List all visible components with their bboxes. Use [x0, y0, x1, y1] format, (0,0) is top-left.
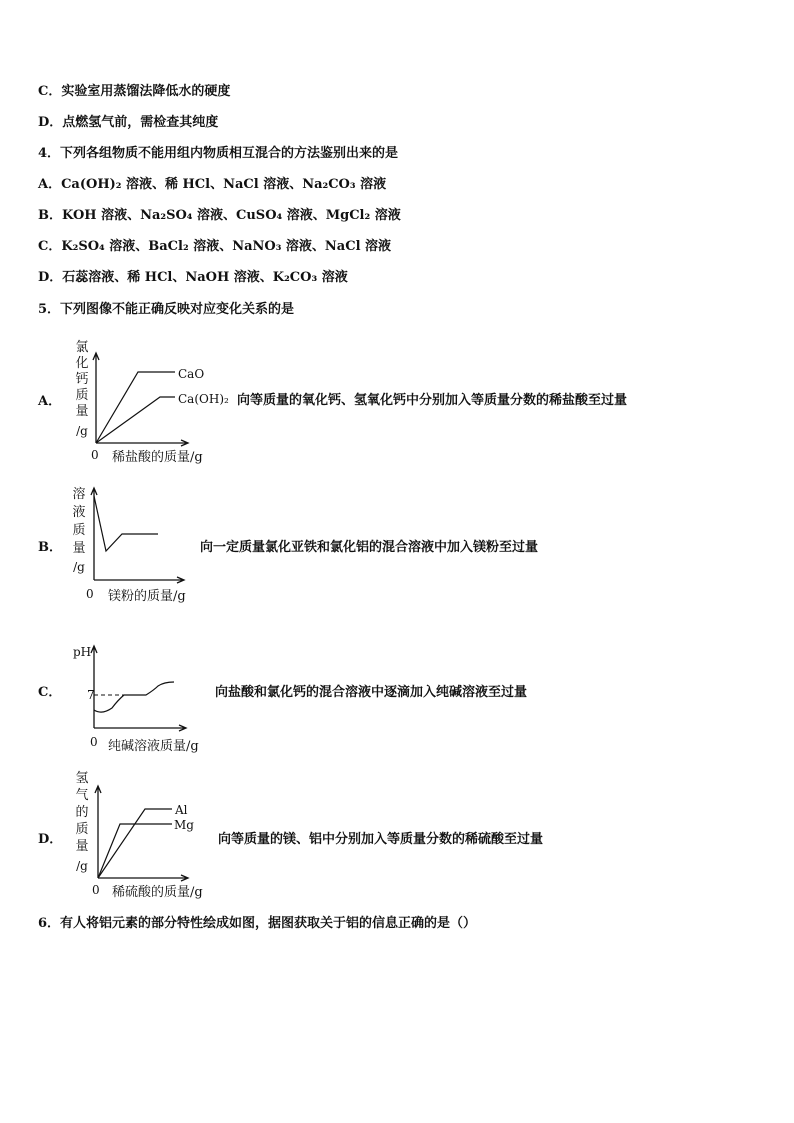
- q4-option-b: B．KOH 溶液、Na₂SO₄ 溶液、CuSO₄ 溶液、MgCl₂ 溶液: [38, 208, 401, 223]
- caoh2-label: Ca(OH)₂: [178, 392, 229, 406]
- al-curve: [98, 809, 172, 878]
- y-axis: [93, 353, 99, 443]
- q4-stem: 4．下列各组物质不能用组内物质相互混合的方法鉴别出来的是: [38, 146, 399, 161]
- x-axis-label: 镁粉的质量/g: [108, 589, 186, 604]
- q5-option-c-description: 向盐酸和氯化钙的混合溶液中逐滴加入纯碱溶液至过量: [215, 685, 528, 700]
- ylabel-char: 气: [75, 788, 89, 803]
- q5-option-b-description: 向一定质量氯化亚铁和氯化铝的混合溶液中加入镁粉至过量: [200, 540, 539, 555]
- q5-option-d-description: 向等质量的镁、铝中分别加入等质量分数的稀硫酸至过量: [218, 832, 544, 847]
- x-axis: [96, 440, 188, 446]
- mg-label: Mg: [174, 818, 194, 832]
- ylabel-char: 氢: [75, 771, 89, 786]
- ylabel-char: 质: [72, 523, 86, 538]
- ylabel-char: 量: [75, 404, 89, 419]
- q5-option-c-letter: C．: [38, 685, 62, 700]
- origin-label: 0: [90, 735, 98, 749]
- ylabel-char: 溶: [72, 487, 86, 502]
- ylabel-char: 氯: [75, 340, 89, 355]
- q5-stem: 5．下列图像不能正确反映对应变化关系的是: [38, 302, 295, 317]
- q5-option-d-graph: [60, 768, 230, 904]
- q5-option-d-letter: D．: [38, 832, 63, 847]
- q3-option-d: D．点燃氢气前，需检查其纯度: [38, 115, 219, 130]
- ylabel-char: 量: [75, 839, 89, 854]
- ylabel-char: 液: [72, 505, 86, 520]
- caoh2-curve: [96, 397, 175, 443]
- q5-option-b-graph: [60, 482, 210, 610]
- ylabel-char: 化: [75, 356, 89, 371]
- q5-option-c-graph: [60, 638, 220, 756]
- ylabel-char: 量: [72, 541, 86, 556]
- y-axis: [91, 488, 97, 580]
- origin-label: 0: [91, 448, 99, 462]
- x-axis: [94, 577, 184, 583]
- q5-option-a-description: 向等质量的氧化钙、氢氧化钙中分别加入等质量分数的稀盐酸至过量: [237, 393, 628, 408]
- q6-stem: 6．有人将铝元素的部分特性绘成如图，据图获取关于铝的信息正确的是（）: [38, 916, 477, 931]
- x-axis: [94, 725, 186, 731]
- ph-curve: [94, 682, 174, 712]
- cao-label: CaO: [178, 367, 205, 381]
- origin-label: 0: [86, 587, 94, 601]
- y-axis: [91, 646, 97, 728]
- q4-option-a: A．Ca(OH)₂ 溶液、稀 HCl、NaCl 溶液、Na₂CO₃ 溶液: [38, 177, 387, 192]
- ylabel-char: /g: [73, 560, 85, 574]
- origin-label: 0: [92, 883, 100, 897]
- ph-7-tick-label: 7: [87, 688, 95, 702]
- al-label: Al: [175, 803, 188, 817]
- ylabel-char: 的: [75, 805, 89, 820]
- y-axis: [95, 786, 101, 878]
- x-axis-label: 稀盐酸的质量/g: [112, 450, 203, 465]
- y-axis-label: pH: [73, 645, 92, 659]
- q4-option-d: D．石蕊溶液、稀 HCl、NaOH 溶液、K₂CO₃ 溶液: [38, 270, 348, 285]
- ylabel-char: 钙: [75, 372, 89, 387]
- q5-option-a-graph: [60, 335, 230, 470]
- q3-option-c: C．实验室用蒸馏法降低水的硬度: [38, 84, 231, 99]
- q5-option-a-letter: A．: [38, 394, 62, 409]
- solution-mass-curve: [94, 496, 158, 551]
- x-axis: [98, 875, 188, 881]
- mg-curve: [98, 824, 172, 878]
- q5-option-b-letter: B．: [38, 540, 62, 555]
- x-axis-label: 纯碱溶液质量/g: [108, 739, 199, 754]
- cao-curve: [96, 372, 175, 443]
- ylabel-char: 质: [75, 388, 89, 403]
- ylabel-char: /g: [76, 859, 88, 873]
- q4-option-c: C．K₂SO₄ 溶液、BaCl₂ 溶液、NaNO₃ 溶液、NaCl 溶液: [38, 239, 392, 254]
- ylabel-char: 质: [75, 822, 89, 837]
- ylabel-char: /g: [76, 424, 88, 438]
- x-axis-label: 稀硫酸的质量/g: [112, 885, 203, 900]
